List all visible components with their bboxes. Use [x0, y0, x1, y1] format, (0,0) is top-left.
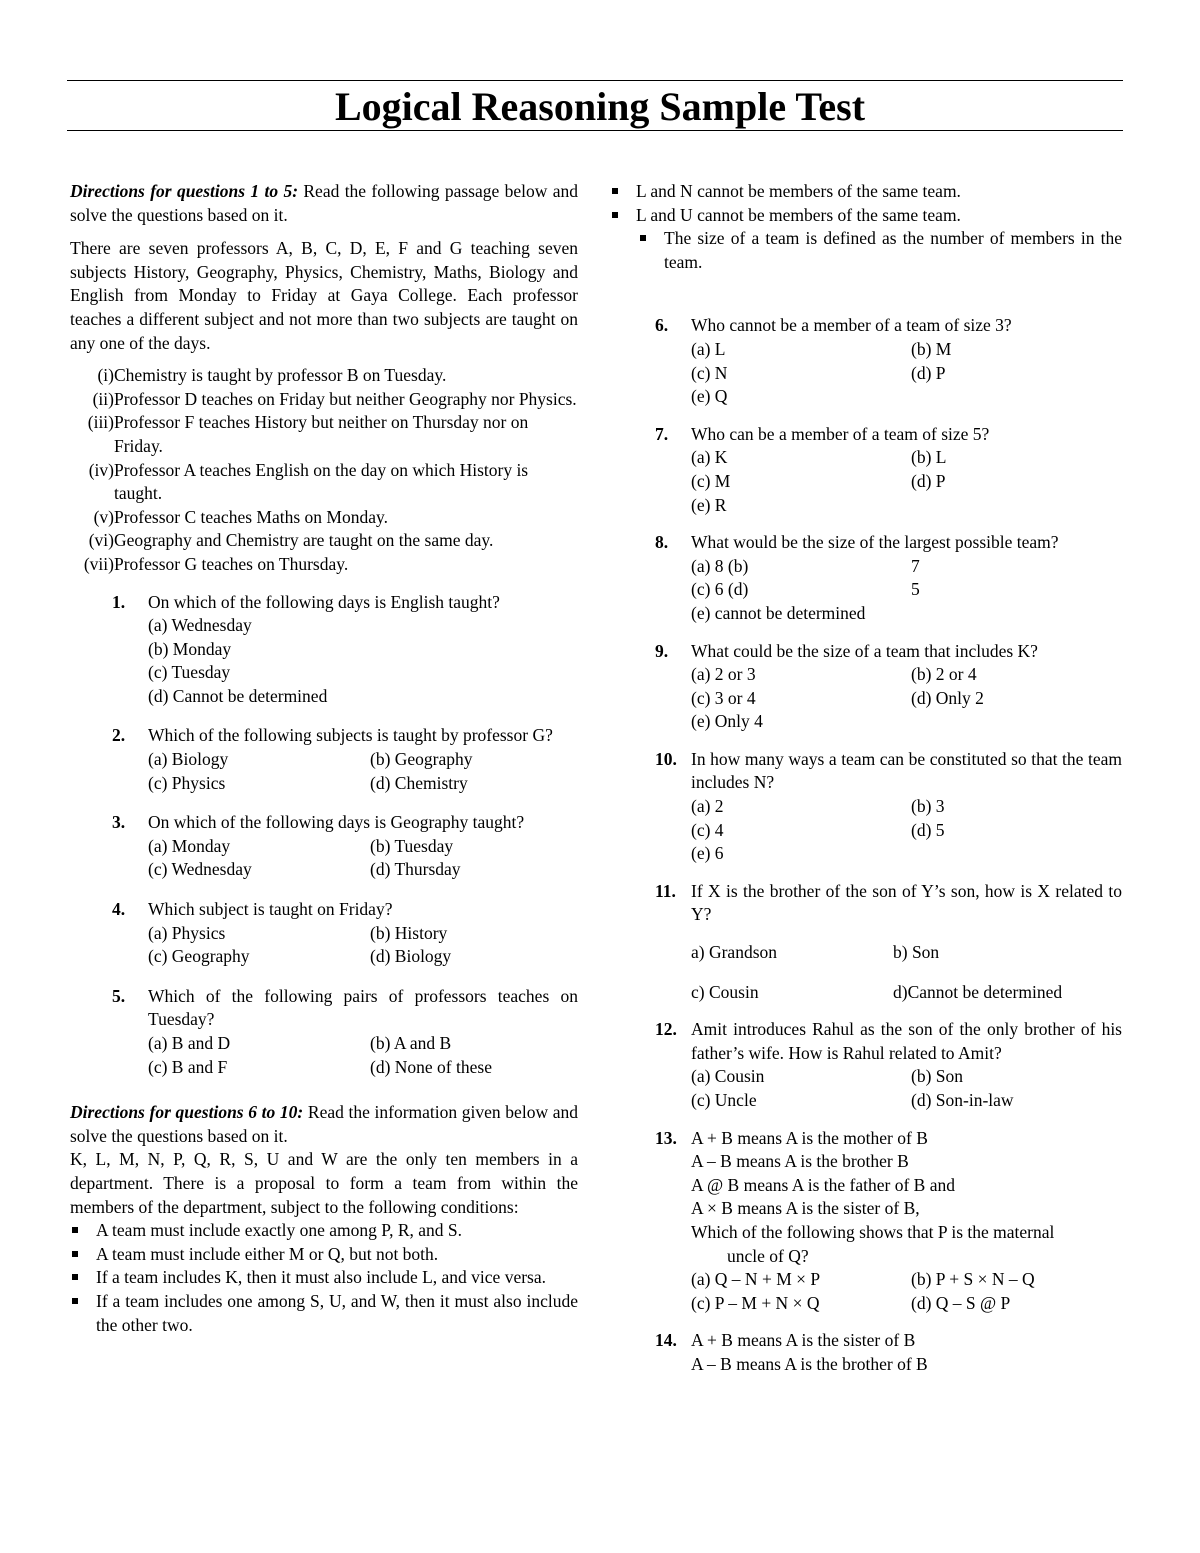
page-title: Logical Reasoning Sample Test	[334, 84, 866, 129]
option-a[interactable]: (a) 8 (b)	[691, 555, 749, 576]
condition-text: A team must include either M or Q, but not both.	[96, 1243, 439, 1264]
statement-number: (ii)	[92, 388, 114, 409]
option-c[interactable]: (c) 4	[691, 819, 724, 840]
option-c[interactable]: c) Cousin	[691, 981, 759, 1002]
option-a[interactable]: (a) Wednesday	[148, 615, 252, 636]
option-b[interactable]: (b) Geography	[370, 749, 473, 770]
question-text: Who cannot be a member of a team of size 3?	[691, 315, 1012, 336]
option-c[interactable]: (c) Physics	[148, 772, 226, 793]
option-a[interactable]: (a) Q – N + M × P	[691, 1269, 821, 1290]
bullet-icon	[610, 204, 636, 228]
question-number: 5.	[112, 985, 126, 1006]
option-d[interactable]: d)Cannot be determined	[893, 981, 1063, 1002]
bullet-icon	[70, 1290, 96, 1337]
option-b[interactable]: (b) A and B	[370, 1033, 452, 1053]
directions-heading: Directions for questions 6 to 10:	[70, 1102, 304, 1123]
option-c[interactable]: (c) M	[691, 470, 731, 491]
left-column	[70, 180, 578, 1337]
option-c[interactable]: (c) 3 or 4	[691, 687, 756, 708]
option-d[interactable]: (d) Thursday	[370, 859, 461, 880]
option-b[interactable]: (b) Tuesday	[370, 835, 454, 856]
passage-professors: There are seven professors A, B, C, D, E, F and G teaching seven subjects History, Geography, Physics, Chemistry, Maths, Biology and English from Monday to Friday at Gaya College. Each professor teaches a different subject and not more than two subjects are taught on any one of the days.	[70, 238, 578, 353]
statement	[70, 388, 578, 412]
question-number: 13.	[655, 1127, 677, 1148]
question-number: 10.	[655, 748, 677, 769]
statement-text: Professor C teaches Maths on Monday.	[114, 506, 388, 527]
question-2	[112, 724, 578, 795]
option-d[interactable]: (d) P	[911, 470, 946, 491]
question-text: In how many ways a team can be constituted so that the team includes N?	[691, 748, 1122, 793]
condition-item	[610, 180, 1122, 204]
condition-item	[638, 227, 1122, 274]
option-b[interactable]: (b) History	[370, 922, 448, 943]
question-text: What could be the size of a team that includes K?	[691, 640, 1038, 661]
option-e[interactable]: (e) cannot be determined	[691, 602, 866, 623]
conditions-list	[70, 1219, 578, 1337]
question-number: 12.	[655, 1019, 677, 1040]
option-a[interactable]: (a) Physics	[148, 922, 226, 943]
condition-text: L and U cannot be members of the same team.	[636, 204, 961, 225]
question-text: What would be the size of the largest possible team?	[691, 532, 1059, 553]
option-c[interactable]: (c) N	[691, 362, 728, 383]
statement	[70, 459, 578, 506]
definition-line: A × B means A is the sister of B,	[691, 1198, 920, 1219]
statement-number: (iv)	[88, 459, 114, 480]
option-e[interactable]: (e) Q	[691, 386, 728, 407]
condition-text: If a team includes one among S, U, and W, then it must also include the other two.	[96, 1290, 578, 1335]
question-text: Which subject is taught on Friday?	[148, 899, 393, 920]
option-d[interactable]: (d) Biology	[370, 946, 452, 967]
question-10	[655, 748, 1122, 866]
option-b[interactable]: (b) M	[911, 338, 952, 359]
directions-1-5	[70, 180, 578, 227]
definition-line: A + B means A is the mother of B	[691, 1127, 928, 1148]
option-a[interactable]: (a) 2 or 3	[691, 664, 756, 685]
question-text: On which of the following days is Geography taught?	[148, 812, 525, 833]
bullet-icon	[638, 227, 664, 274]
statement-text: Geography and Chemistry are taught on the same day.	[114, 530, 494, 551]
option-c[interactable]: (c) Tuesday	[148, 662, 231, 683]
directions-text: Read the information given below and solve the questions based on it.	[70, 1102, 578, 1146]
option-d[interactable]: (d) Only 2	[911, 687, 984, 708]
question-text: Who can be a member of a team of size 5?	[691, 423, 990, 444]
question-9	[655, 640, 1122, 734]
option-a[interactable]: a) Grandson	[691, 942, 778, 963]
statement-number: (i)	[97, 365, 114, 386]
question-13	[655, 1127, 1122, 1316]
question-5	[112, 985, 578, 1079]
statement-text: Professor F teaches History but neither on Thursday nor on Friday.	[114, 412, 529, 456]
option-d[interactable]: (d) Son-in-law	[911, 1090, 1014, 1110]
passage-team: K, L, M, N, P, Q, R, S, U and W are the only ten members in a department. There is a proposal to form a team from within the members of the department, subject to the following conditions:	[70, 1149, 578, 1217]
statement	[70, 411, 578, 458]
statement-number: (vii)	[83, 553, 114, 574]
question-number: 4.	[112, 899, 126, 920]
option-e[interactable]: (e) R	[691, 494, 727, 515]
question-12	[655, 1018, 1122, 1112]
question-14	[655, 1329, 1122, 1376]
question-number: 7.	[655, 423, 669, 444]
directions-heading: Directions for questions 1 to 5:	[70, 181, 299, 201]
condition-item	[70, 1290, 578, 1337]
question-7	[655, 423, 1122, 517]
option-e[interactable]: (e) 6	[691, 843, 724, 864]
directions-6-10	[70, 1101, 578, 1148]
statement-text: Chemistry is taught by professor B on Tuesday.	[114, 365, 447, 386]
conditions-list-continued	[610, 180, 1122, 274]
top-rule	[67, 80, 1123, 81]
option-b[interactable]: (b) Son	[911, 1066, 964, 1087]
condition-item	[70, 1266, 578, 1290]
question-number: 8.	[655, 532, 669, 553]
condition-item	[70, 1219, 578, 1243]
option-a[interactable]: (a) K	[691, 447, 728, 468]
question-4	[112, 898, 578, 969]
option-a[interactable]: (a) Monday	[148, 835, 231, 856]
definition-line: A – B means A is the brother B	[691, 1151, 909, 1172]
option-d[interactable]: (d) P	[911, 362, 946, 383]
question-number: 6.	[655, 315, 669, 336]
option-d[interactable]: (d) None of these	[370, 1056, 492, 1077]
statement	[70, 506, 578, 530]
option-d[interactable]: (d) Chemistry	[370, 772, 468, 793]
question-text: If X is the brother of the son of Y’s son, how is X related to Y?	[691, 880, 1122, 925]
question-number: 2.	[112, 725, 126, 746]
definition-line: A + B means A is the sister of B	[691, 1330, 916, 1351]
statement-text: Professor A teaches English on the day on which History is taught.	[114, 459, 529, 504]
option-d[interactable]: (d) Q – S @ P	[911, 1292, 1011, 1313]
statement-number: (v)	[93, 506, 114, 527]
question-text: Which of the following pairs of professors teaches on Tuesday?	[148, 985, 578, 1030]
question-number: 3.	[112, 812, 126, 833]
bullet-icon	[70, 1266, 96, 1290]
option-a[interactable]: (a) 2	[691, 796, 724, 817]
option-d[interactable]: 5	[911, 579, 920, 600]
option-b[interactable]: 7	[911, 555, 920, 576]
bottom-rule	[67, 130, 1123, 131]
directions-text: Read the following passage below and solve the questions based on it.	[70, 181, 578, 225]
option-c[interactable]: (c) 6 (d)	[691, 579, 749, 600]
question-text-continued: uncle of Q?	[727, 1245, 809, 1266]
option-c[interactable]: (c) Geography	[148, 946, 250, 967]
option-b[interactable]: b) Son	[893, 942, 940, 963]
statement	[70, 364, 578, 388]
statement	[70, 553, 578, 577]
option-a[interactable]: (a) L	[691, 338, 726, 359]
question-number: 1.	[112, 591, 126, 612]
bullet-icon	[70, 1219, 96, 1243]
question-text: Amit introduces Rahul as the son of the only brother of his father’s wife. How is Rahul related to Amit?	[691, 1019, 1122, 1063]
option-a[interactable]: (a) Biology	[148, 749, 229, 770]
option-d[interactable]: (d) Cannot be determined	[148, 685, 328, 706]
option-d[interactable]: (d) 5	[911, 819, 945, 840]
question-number: 14.	[655, 1330, 677, 1351]
option-c[interactable]: (c) Wednesday	[148, 859, 252, 880]
option-b[interactable]: (b) P + S × N – Q	[911, 1269, 1035, 1290]
option-a[interactable]: (a) B and D	[148, 1033, 231, 1053]
option-c[interactable]: (c) Uncle	[691, 1090, 757, 1110]
statement-text: Professor G teaches on Thursday.	[114, 553, 349, 574]
bullet-icon	[70, 1243, 96, 1267]
statement-number: (iii)	[87, 412, 114, 433]
question-6	[655, 314, 1122, 408]
statement-text: Professor D teaches on Friday but neither Geography nor Physics.	[114, 388, 577, 409]
right-column	[610, 180, 1122, 1377]
condition-item	[70, 1243, 578, 1267]
option-b[interactable]: (b) Monday	[148, 638, 232, 659]
option-b[interactable]: (b) 2 or 4	[911, 664, 977, 685]
statements-list	[70, 364, 578, 576]
option-e[interactable]: (e) Only 4	[691, 711, 763, 732]
condition-item	[610, 204, 1122, 228]
option-b[interactable]: (b) L	[911, 447, 947, 468]
condition-text: L and N cannot be members of the same team.	[636, 181, 961, 201]
condition-text: The size of a team is defined as the number of members in the team.	[664, 228, 1122, 272]
definition-line: A @ B means A is the father of B and	[691, 1174, 955, 1195]
question-3	[112, 811, 578, 882]
question-number: 11.	[655, 880, 676, 901]
question-text: On which of the following days is English taught?	[148, 591, 500, 612]
bullet-icon	[610, 180, 636, 204]
question-8	[655, 531, 1122, 625]
option-c[interactable]: (c) P – M + N × Q	[691, 1292, 820, 1313]
definition-line: A – B means A is the brother of B	[691, 1353, 928, 1374]
question-11	[655, 880, 1122, 1004]
option-b[interactable]: (b) 3	[911, 796, 945, 817]
question-text: Which of the following shows that P is the maternal	[691, 1221, 1055, 1242]
condition-text: If a team includes K, then it must also include L, and vice versa.	[96, 1267, 547, 1288]
condition-text: A team must include exactly one among P, R, and S.	[96, 1220, 462, 1241]
option-c[interactable]: (c) B and F	[148, 1056, 228, 1077]
statement-number: (vi)	[88, 530, 114, 551]
statement	[70, 529, 578, 553]
question-number: 9.	[655, 640, 669, 661]
question-1	[112, 591, 578, 709]
option-a[interactable]: (a) Cousin	[691, 1066, 765, 1087]
question-text: Which of the following subjects is taught by professor G?	[148, 725, 553, 746]
